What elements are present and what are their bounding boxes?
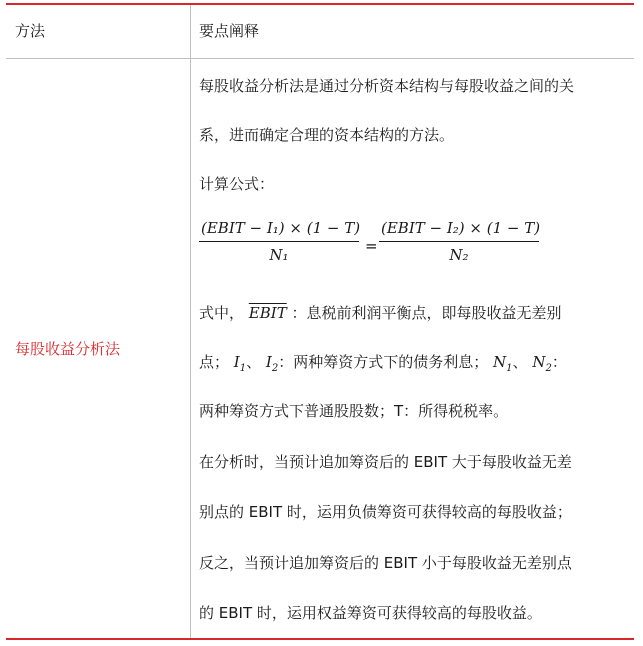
shares-colon: ： [551,353,567,371]
n1-symbol: $N_1$ [493,353,513,374]
column-divider [190,5,191,638]
ebit-description: ：息税前利润平衡点，即每股收益无差别 [291,304,562,322]
where-line-1 [199,303,562,323]
analysis-line-3: 反之，当预计追加筹资后的 EBIT 小于每股收益无差别点 [199,554,572,572]
ebit-symbol: EBIT [248,304,287,322]
n2-symbol: $N_2$ [532,353,552,374]
separator: 、 [512,353,528,371]
equals-sign: = [365,237,378,255]
table-top-rule [6,3,634,5]
header-method: 方法 [15,22,46,40]
where-line-3: 两种筹资方式下普通股股数；T：所得税税率。 [199,402,509,420]
header-separator [6,58,634,59]
analysis-line-2: 别点的 EBIT 时，运用负债筹资可获得较高的每股收益； [199,503,572,521]
fraction-right [379,219,539,264]
i1-symbol: $I_1$ [233,353,247,374]
fraction-bar-right [379,241,539,242]
analysis-line-4: 的 EBIT 时，运用权益筹资可获得较高的每股收益。 [199,604,542,622]
where-line-2 [199,352,567,379]
explanation-line-2: 系，进而确定合理的资本结构的方法。 [199,126,455,144]
method-name: 每股收益分析法 [15,340,121,358]
numerator-right: (EBIT − I₂) × (1 − T) [381,219,541,237]
formula-label: 计算公式： [199,175,275,193]
table-bottom-rule [6,638,634,640]
numerator-left: (EBIT − I₁) × (1 − T) [201,219,361,237]
fraction-left [199,219,359,264]
explanation-line-1: 每股收益分析法是通过分析资本结构与每股收益之间的关 [199,77,575,95]
where-line-2-prefix: 点； [199,353,230,371]
interest-description: ：两种筹资方式下的债务利息； [278,353,489,371]
denominator-left: N₁ [269,246,289,264]
i2-symbol: $I_2$ [265,353,279,374]
method-table [6,3,634,640]
where-prefix: 式中， [199,304,245,322]
denominator-right: N₂ [449,246,469,264]
separator: 、 [246,353,262,371]
analysis-line-1: 在分析时，当预计追加筹资后的 EBIT 大于每股收益无差 [199,453,572,471]
fraction-bar-left [199,241,359,242]
header-explanation: 要点阐释 [199,22,260,40]
